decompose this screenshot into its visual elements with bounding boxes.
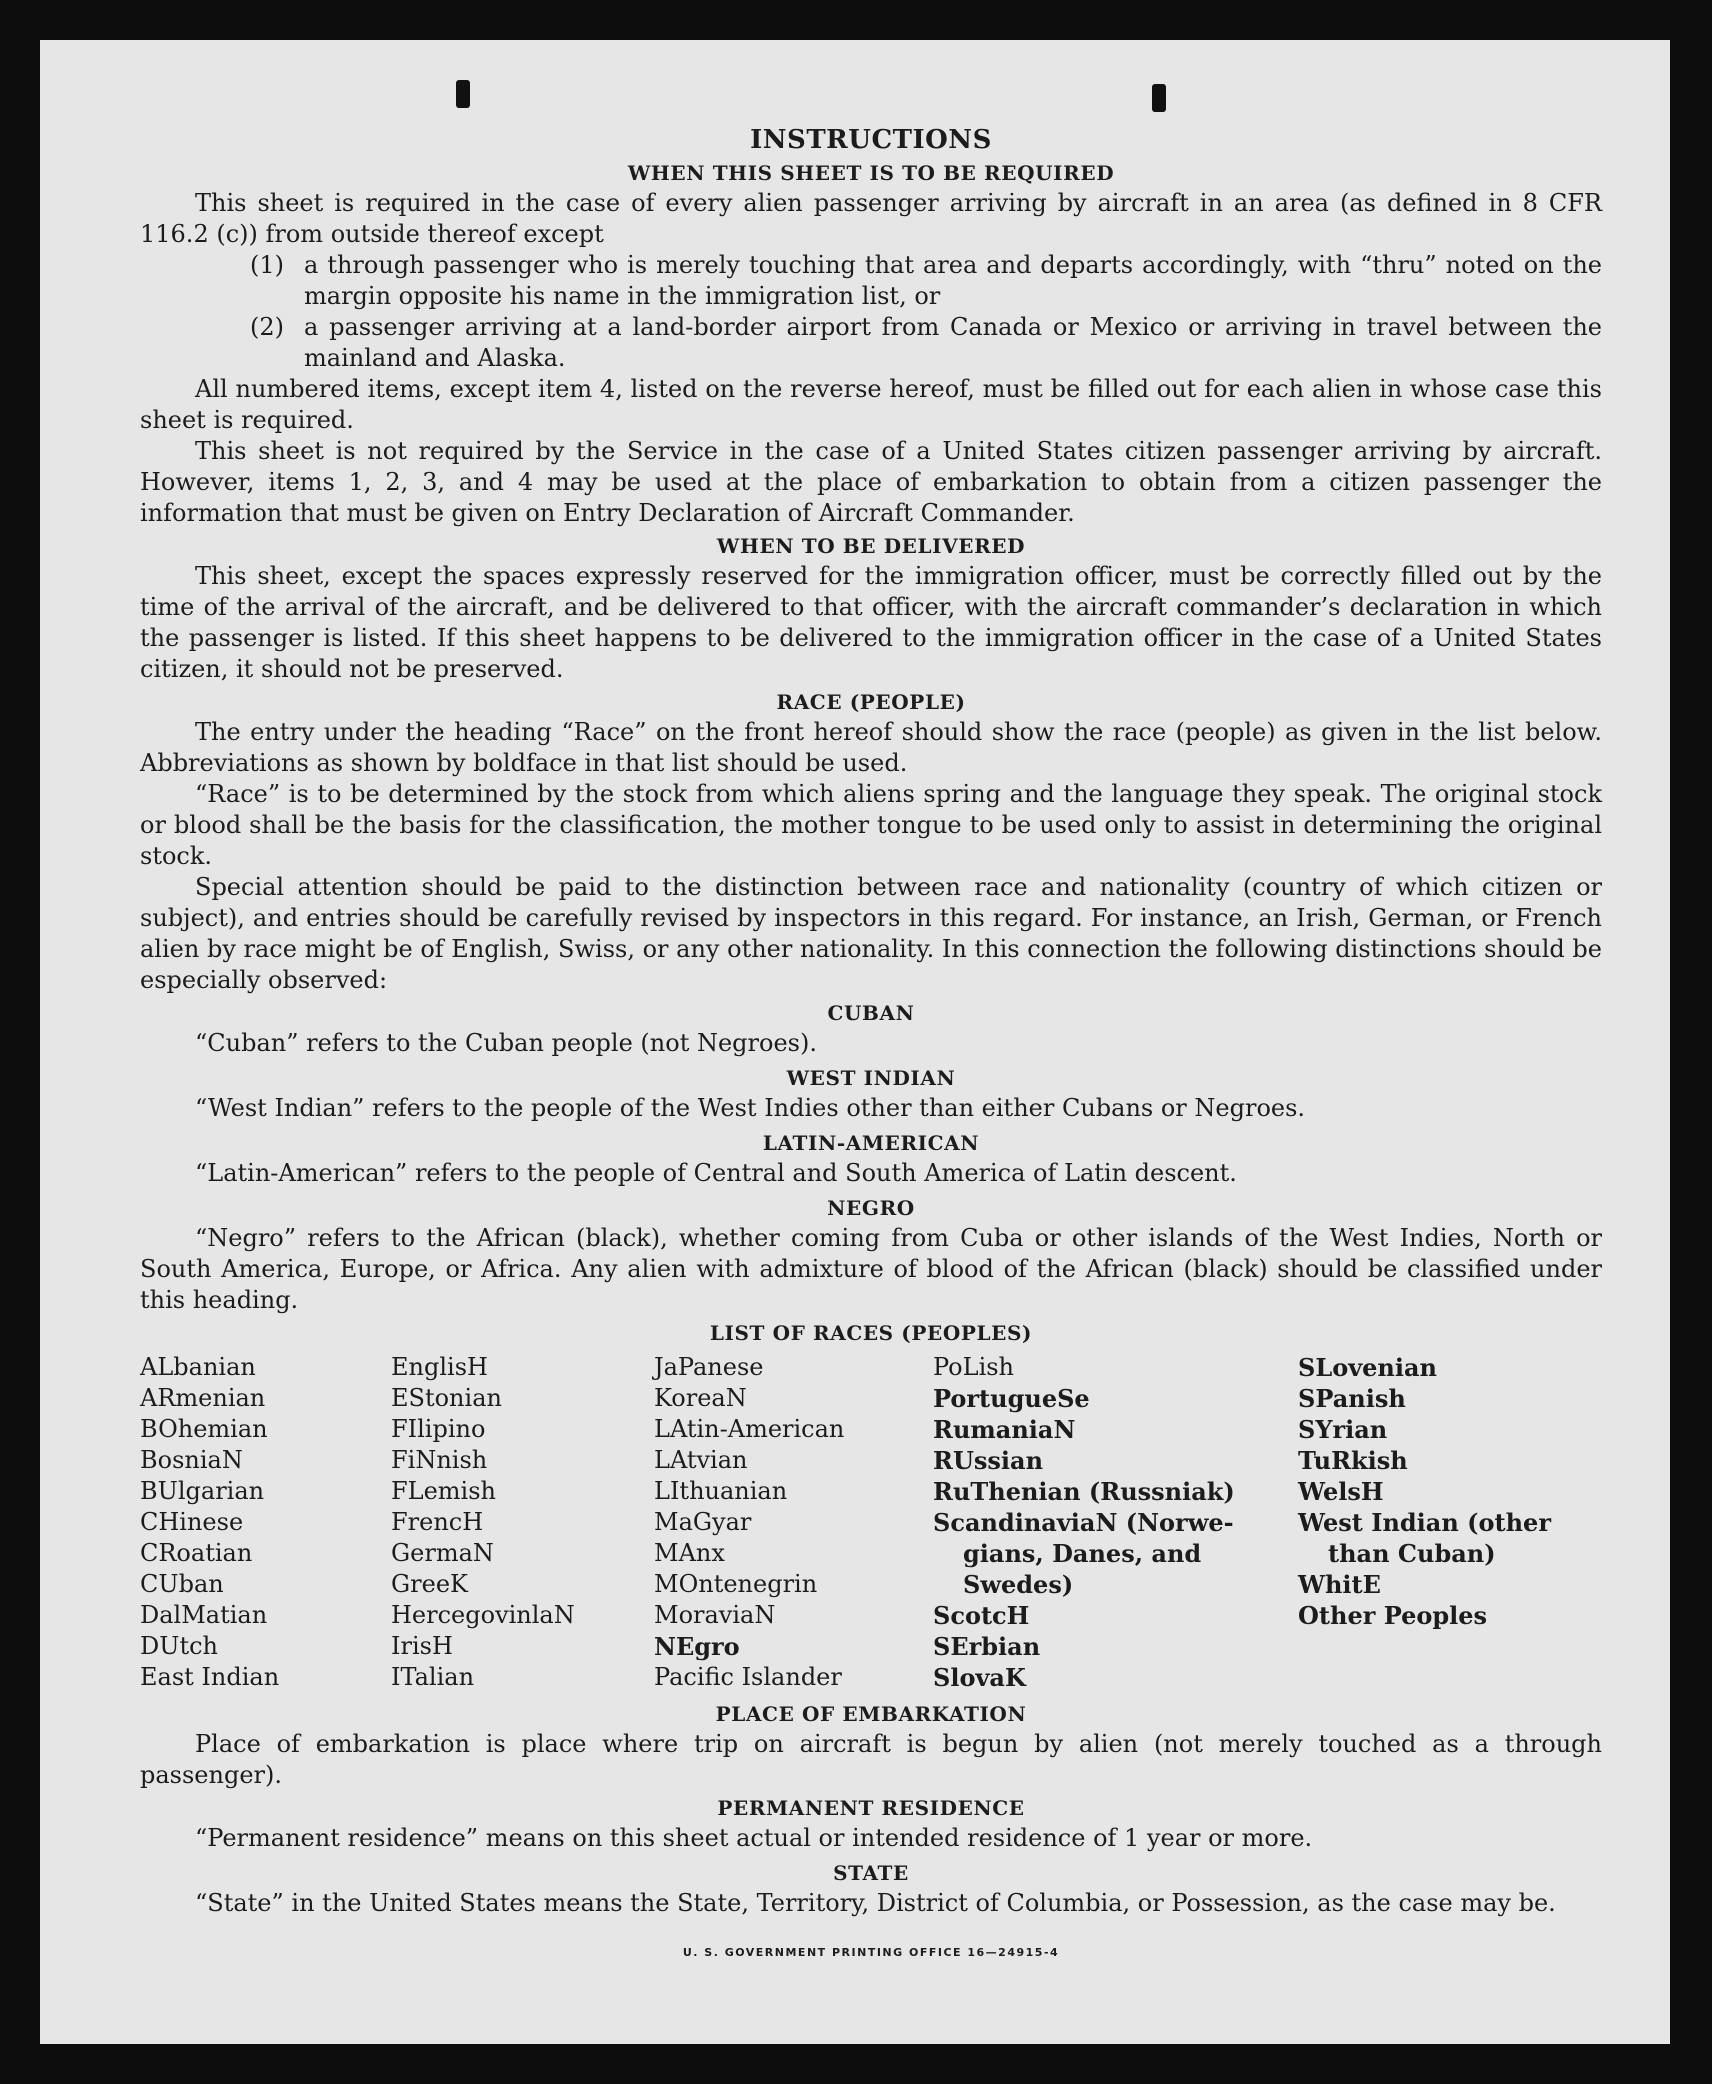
races-column-3	[654, 1352, 933, 1693]
race-item: LAtin-American	[654, 1415, 845, 1443]
exception-item	[140, 250, 1602, 312]
heading-permanent-residence: PERMANENT RESIDENCE	[717, 1796, 1025, 1820]
numbered-items-paragraph: All numbered items, except item 4, listed on the reverse hereof, must be filled out for each alien in whose case this sheet is required.	[140, 375, 1602, 434]
race-item: MoraviaN	[654, 1601, 776, 1629]
race-item: GermaN	[391, 1539, 494, 1567]
race-item: KoreaN	[654, 1384, 747, 1412]
document-body	[140, 122, 1602, 1968]
cuban-definition: “Cuban” refers to the Cuban people (not Negroes).	[195, 1029, 817, 1057]
race-item: West Indian (other	[1298, 1508, 1551, 1537]
race-item: RUssian	[933, 1446, 1044, 1475]
delivered-paragraph: This sheet, except the spaces expressly reserved for the immigration officer, must be correctly filled out by the time of the arrival of the aircraft, and be delivered to that officer, with the aircraft commander’s declaration in which the passenger is listed. If this sheet happens to be delivered to the immigration officer in the case of a United States citizen, it should not be preserved.	[140, 562, 1602, 683]
race-item: NEgro	[654, 1632, 740, 1661]
exception-text: a passenger arriving at a land-border airport from Canada or Mexico or arriving in travel between the mainland and Alaska.	[304, 313, 1602, 372]
document-page	[40, 40, 1670, 2044]
race-item: EStonian	[391, 1384, 502, 1412]
races-column-5	[1298, 1352, 1602, 1693]
race-item: ARmenian	[140, 1384, 266, 1412]
race-item: SLovenian	[1298, 1353, 1437, 1382]
race-item: LIthuanian	[654, 1477, 788, 1505]
race-item: FrencH	[391, 1508, 484, 1536]
heading-races-list: LIST OF RACES (PEOPLES)	[709, 1321, 1033, 1345]
race-item: RuThenian (Russniak)	[933, 1477, 1235, 1506]
latin-american-definition: “Latin-American” refers to the people of Central and South America of Latin descent.	[195, 1159, 1237, 1187]
west-indian-definition: “West Indian” refers to the people of the West Indies other than either Cubans or Negroes.	[195, 1094, 1306, 1122]
citizen-paragraph: This sheet is not required by the Service in the case of a United States citizen passenger arriving by aircraft. However, items 1, 2, 3, and 4 may be used at the place of embarkation to obtain from a citizen passenger the information that must be given on Entry Declaration of Aircraft Commander.	[140, 437, 1602, 527]
race-item: GreeK	[391, 1570, 468, 1598]
race-paragraph-2: “Race” is to be determined by the stock from which aliens spring and the language they speak. The original stock or blood shall be the basis for the classification, the mother tongue to be used only to assist in determining the original stock.	[140, 780, 1602, 870]
race-item: DalMatian	[140, 1601, 268, 1629]
race-item: IrisH	[391, 1632, 453, 1660]
race-item: FiNnish	[391, 1446, 488, 1474]
race-item: CHinese	[140, 1508, 244, 1536]
race-item: ALbanian	[140, 1353, 256, 1381]
punch-hole-right	[1152, 84, 1166, 112]
race-item: CRoatian	[140, 1539, 253, 1567]
race-item: Other Peoples	[1298, 1601, 1488, 1630]
race-item: SPanish	[1298, 1384, 1406, 1413]
heading-embarkation: PLACE OF EMBARKATION	[715, 1702, 1027, 1726]
race-item: HercegovinlaN	[391, 1601, 575, 1629]
race-item: FLemish	[391, 1477, 496, 1505]
negro-definition: “Negro” refers to the African (black), whether coming from Cuba or other islands of the West Indies, North or South America, Europe, or Africa. Any alien with admixture of blood of the African (black) should be classified under this heading.	[140, 1224, 1602, 1314]
residence-definition: “Permanent residence” means on this sheet actual or intended residence of 1 year or more.	[195, 1824, 1313, 1852]
races-column-2	[391, 1352, 654, 1693]
race-item: WelsH	[1298, 1477, 1384, 1506]
race-item: TuRkish	[1298, 1446, 1408, 1475]
state-definition: “State” in the United States means the State, Territory, District of Columbia, or Possession, as the case may be.	[195, 1889, 1556, 1917]
race-item: ITalian	[391, 1663, 475, 1691]
race-item: EnglisH	[391, 1353, 488, 1381]
race-item: JaPanese	[654, 1353, 764, 1381]
exception-text: a through passenger who is merely touching that area and departs accordingly, with “thru” noted on the margin opposite his name in the immigration list, or	[304, 251, 1602, 310]
race-item: MOntenegrin	[654, 1570, 818, 1598]
race-item: FIlipino	[391, 1415, 486, 1443]
heading-cuban: CUBAN	[827, 1001, 915, 1025]
race-paragraph-3: Special attention should be paid to the distinction between race and nationality (country of which citizen or subject), and entries should be carefully revised by inspectors in this regard. For instance, an Irish, German, or French alien by race might be of English, Swiss, or any other nationality. In this connection the following distinctions should be especially observed:	[140, 873, 1602, 994]
heading-race: RACE (PEOPLE)	[776, 690, 966, 714]
race-item: CUban	[140, 1570, 224, 1598]
races-list	[140, 1352, 1602, 1693]
race-item: WhitE	[1298, 1570, 1381, 1599]
heading-delivered: WHEN TO BE DELIVERED	[716, 534, 1026, 558]
race-item: Swedes)	[963, 1570, 1074, 1599]
race-item: RumaniaN	[933, 1415, 1076, 1444]
race-item: MaGyar	[654, 1508, 752, 1536]
race-item: SlovaK	[933, 1663, 1026, 1692]
heading-state: STATE	[833, 1861, 909, 1885]
race-paragraph-1: The entry under the heading “Race” on the front hereof should show the race (people) as given in the list below. Abbreviations as shown by boldface in that list should be used.	[140, 718, 1602, 777]
race-item: BosniaN	[140, 1446, 243, 1474]
race-item: ScotcH	[933, 1601, 1030, 1630]
race-item: LAtvian	[654, 1446, 748, 1474]
race-item: BOhemian	[140, 1415, 268, 1443]
exception-number: (2)	[250, 313, 284, 341]
heading-negro: NEGRO	[827, 1196, 915, 1220]
races-column-1	[140, 1352, 391, 1693]
race-item: gians, Danes, and	[963, 1539, 1202, 1568]
race-item: East Indian	[140, 1663, 280, 1691]
heading-latin-american: LATIN-AMERICAN	[762, 1131, 980, 1155]
required-intro: This sheet is required in the case of every alien passenger arriving by aircraft in an area (as defined in 8 CFR 116.2 (c)) from outside thereof except	[140, 189, 1602, 248]
embarkation-definition: Place of embarkation is place where trip on aircraft is begun by alien (not merely touched as a through passenger).	[140, 1730, 1602, 1789]
heading-west-indian: WEST INDIAN	[786, 1066, 956, 1090]
exception-number: (1)	[250, 251, 284, 279]
race-item: PoLish	[933, 1353, 1015, 1381]
races-column-4	[933, 1352, 1298, 1693]
heading-required: WHEN THIS SHEET IS TO BE REQUIRED	[627, 161, 1115, 185]
race-item: MAnx	[654, 1539, 725, 1567]
punch-hole-left	[456, 80, 470, 108]
race-item: BUlgarian	[140, 1477, 265, 1505]
race-item: PortugueSe	[933, 1384, 1090, 1413]
page-title: INSTRUCTIONS	[750, 125, 992, 155]
exception-item	[140, 312, 1602, 374]
race-item: DUtch	[140, 1632, 219, 1660]
race-item: Pacific Islander	[654, 1663, 842, 1691]
race-item: SYrian	[1298, 1415, 1388, 1444]
race-item: ScandinaviaN (Norwe-	[933, 1508, 1234, 1537]
race-item: than Cuban)	[1328, 1539, 1496, 1568]
race-item: SErbian	[933, 1632, 1041, 1661]
printing-office-imprint: U. S. GOVERNMENT PRINTING OFFICE 16—24915-4	[682, 1946, 1060, 1959]
